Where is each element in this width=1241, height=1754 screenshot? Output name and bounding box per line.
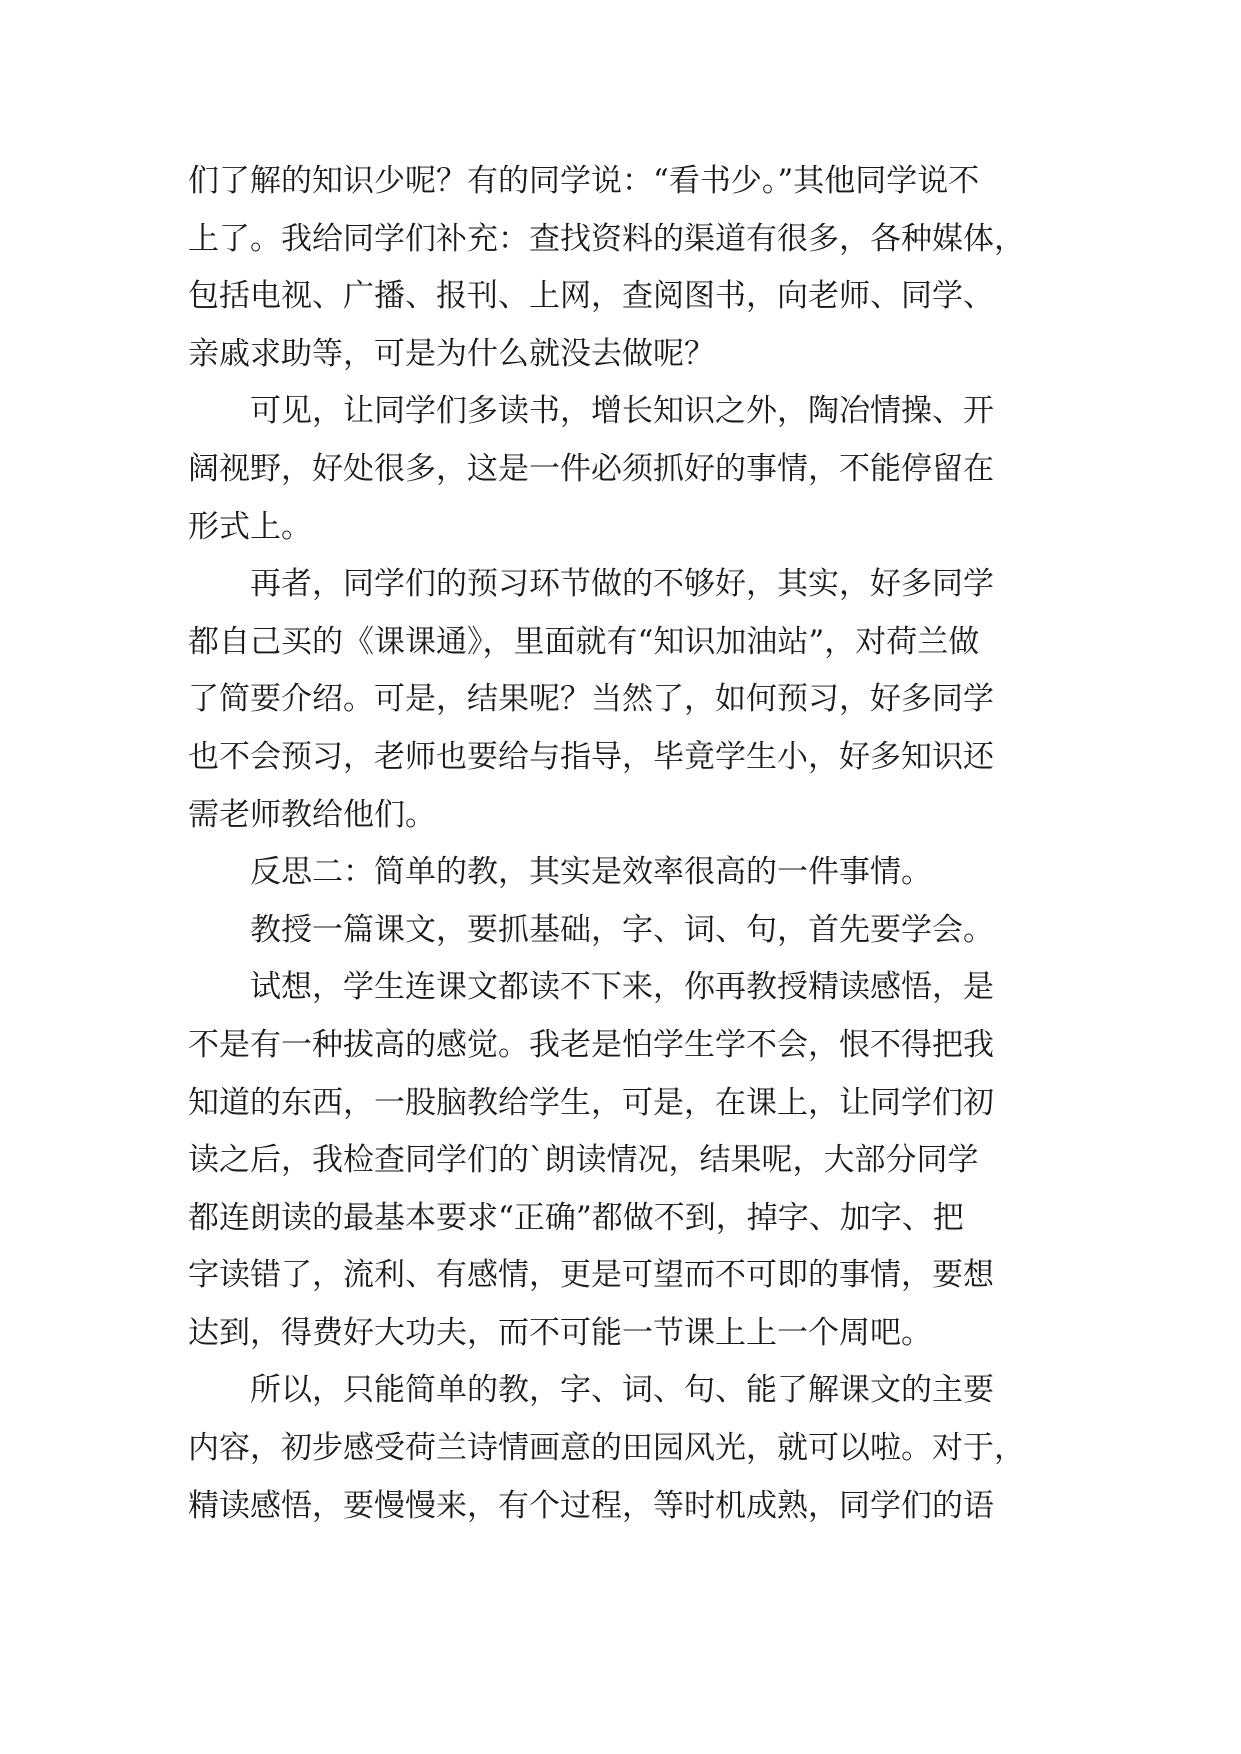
text-line: 阔视野，好处很多，这是一件必须抓好的事情，不能停留在: [188, 450, 994, 487]
text-line: 反思二：简单的教，其实是效率很高的一件事情。: [250, 854, 932, 891]
text-line: 教授一篇课文，要抓基础，字、词、句，首先要学会。: [250, 911, 994, 948]
text-line: 字读错了，流利、有感情，更是可望而不可即的事情，要想: [188, 1257, 994, 1294]
text-line: 都自己买的《课课通》，里面就有“知识加油站”，对荷兰做: [188, 623, 980, 660]
text-line: 达到，得费好大功夫，而不可能一节课上上一个周吧。: [188, 1314, 932, 1351]
text-line: 了简要介绍。可是，结果呢？当然了，如何预习，好多同学: [188, 681, 994, 718]
text-line: 精读感悟，要慢慢来，有个过程，等时机成熟，同学们的语: [188, 1487, 994, 1524]
text-line: 亲戚求助等，可是为什么就没去做呢？: [188, 335, 715, 372]
text-line: 都连朗读的最基本要求“正确”都做不到，掉字、加字、把: [188, 1199, 964, 1236]
text-line: 可见，让同学们多读书，增长知识之外，陶冶情操、开: [250, 393, 994, 430]
text-line: 包括电视、广播、报刊、上网，查阅图书，向老师、同学、: [188, 278, 994, 315]
text-line: 不是有一种拔高的感觉。我老是怕学生学不会，恨不得把我: [188, 1026, 994, 1063]
text-line: 读之后，我检查同学们的`朗读情况，结果呢，大部分同学: [188, 1142, 979, 1179]
text-line: 形式上。: [188, 508, 312, 545]
body-text: [188, 153, 1088, 1535]
text-line: 上了。我给同学们补充：查找资料的渠道有很多，各种媒体，: [188, 220, 1025, 257]
text-line: 试想，学生连课文都读不下来，你再教授精读感悟，是: [250, 969, 994, 1006]
text-line: 再者，同学们的预习环节做的不够好，其实，好多同学: [250, 566, 994, 603]
text-line: 内容，初步感受荷兰诗情画意的田园风光，就可以啦。对于，: [188, 1430, 1025, 1467]
text-line: 们了解的知识少呢？有的同学说：“看书少。”其他同学说不: [188, 163, 980, 199]
text-line: 知道的东西，一股脑教给学生，可是，在课上，让同学们初: [188, 1084, 994, 1121]
text-line: 需老师教给他们。: [188, 796, 436, 833]
text-line: 所以，只能简单的教，字、词、句、能了解课文的主要: [250, 1372, 994, 1409]
text-line: 也不会预习，老师也要给与指导，毕竟学生小，好多知识还: [188, 738, 994, 775]
